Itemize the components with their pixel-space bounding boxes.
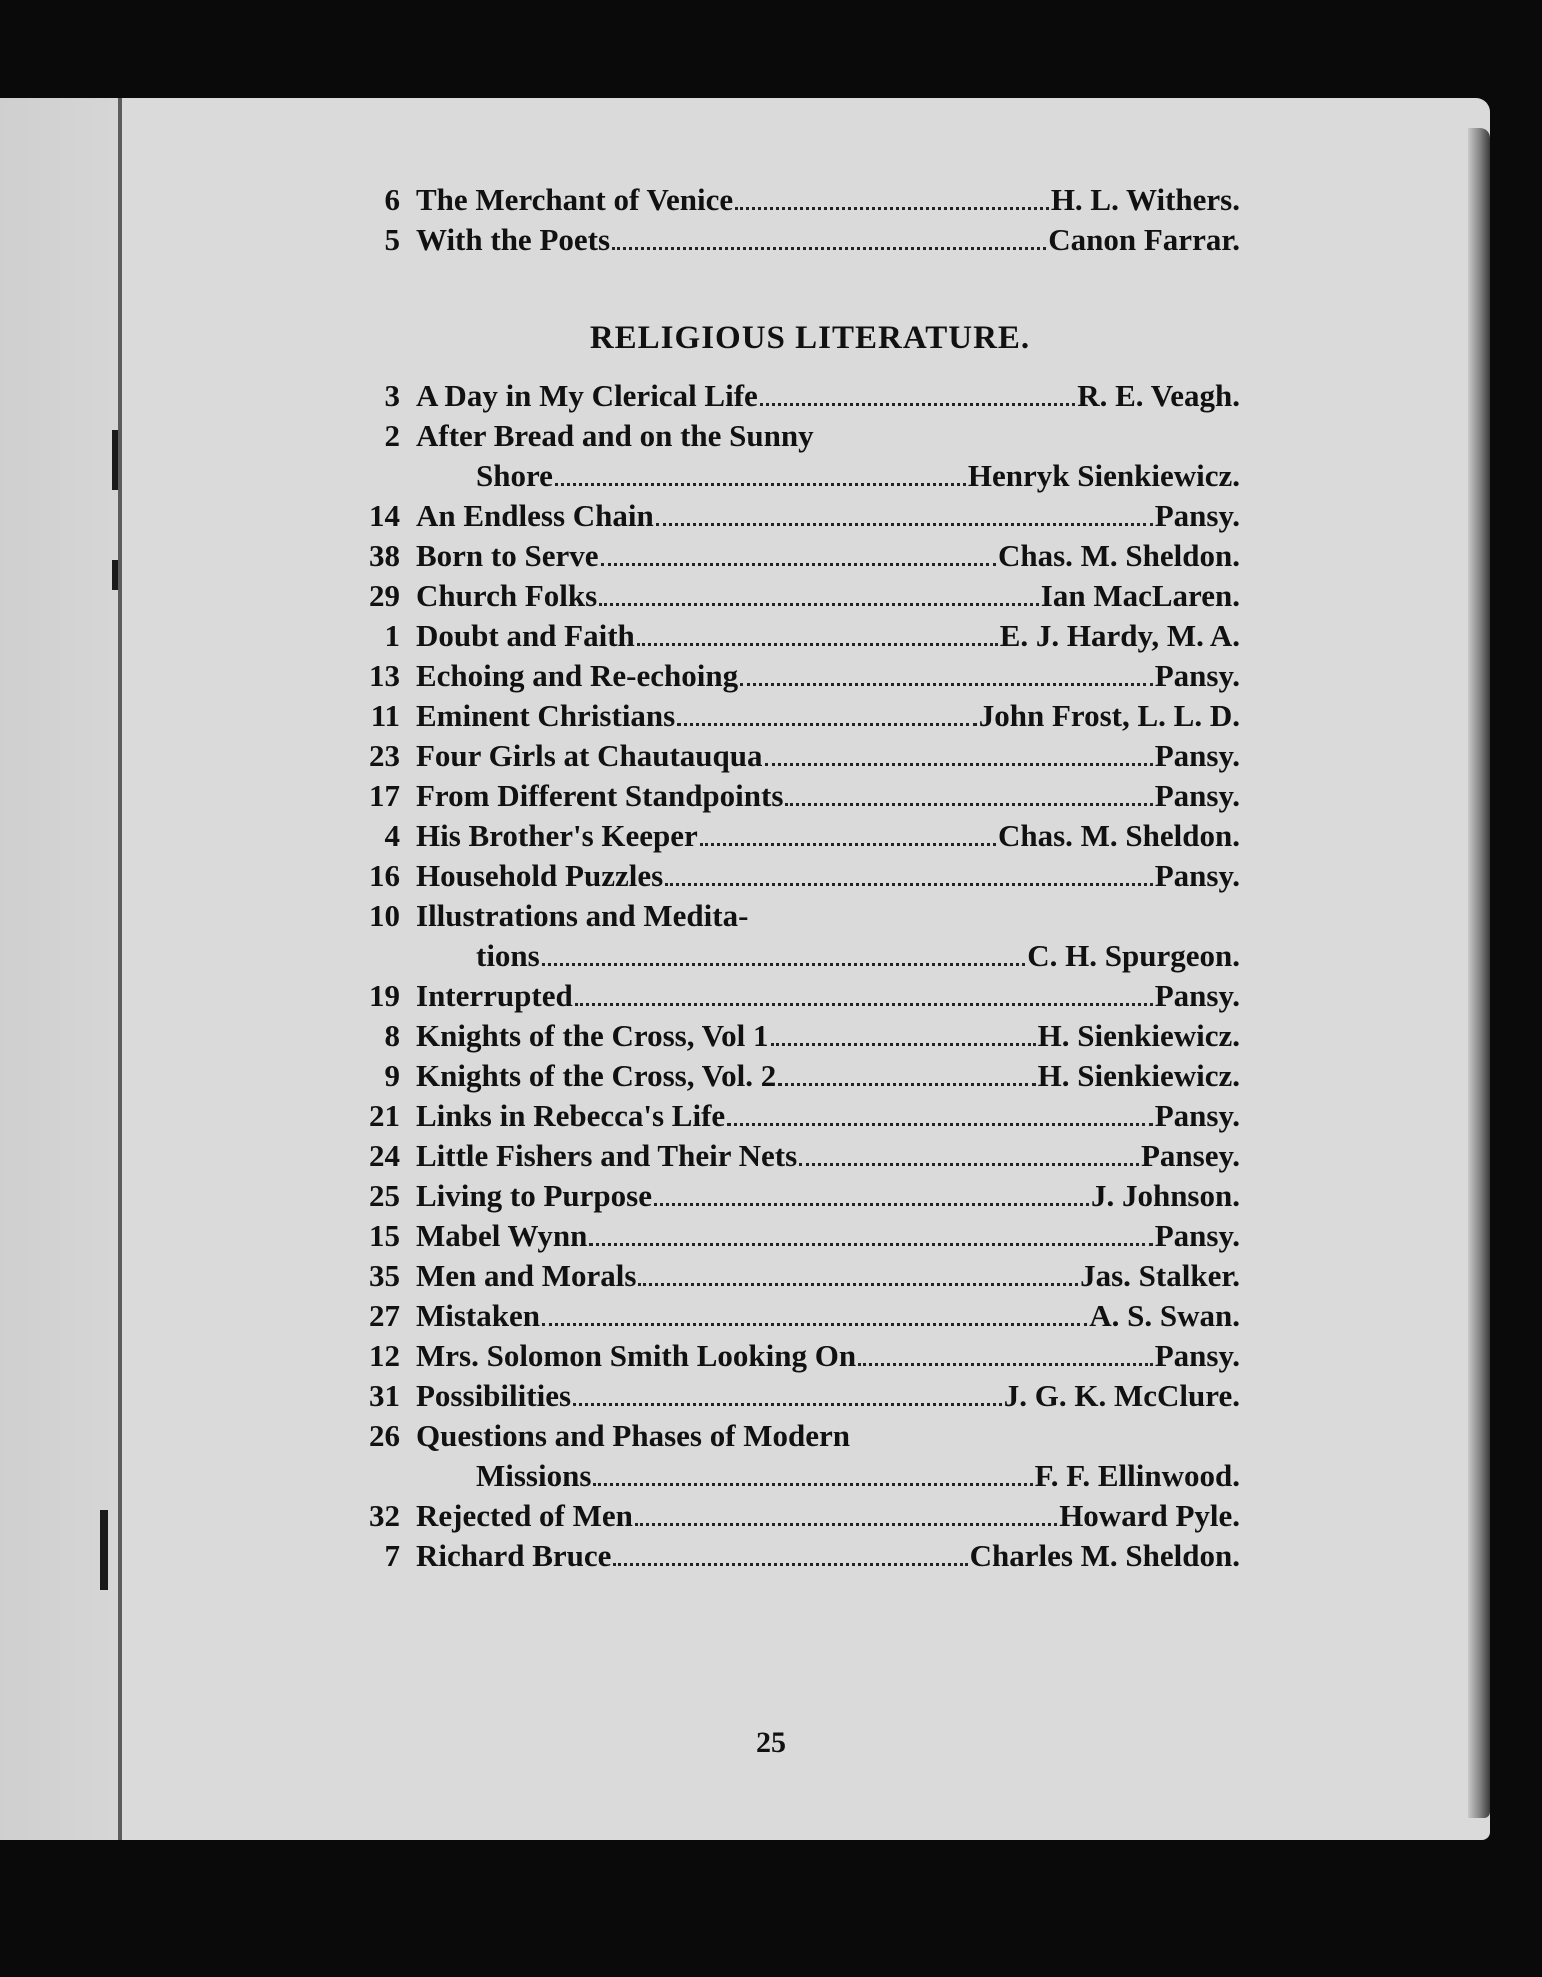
- entry-number: 9: [384, 1058, 400, 1093]
- entry-author: Ian MacLaren.: [1040, 578, 1240, 613]
- list-item: [340, 536, 1240, 576]
- entry-title: His Brother's Keeper: [416, 818, 698, 853]
- list-item: [340, 220, 1240, 260]
- entry-author: John Frost, L. L. D.: [978, 698, 1240, 733]
- entry-title: Doubt and Faith: [416, 618, 635, 653]
- dot-leader: [612, 247, 1046, 250]
- top-entries: [340, 180, 1240, 260]
- list-item: [340, 656, 1240, 696]
- entry-author: Jas. Stalker.: [1080, 1258, 1240, 1293]
- entry-title: Rejected of Men: [416, 1498, 633, 1533]
- list-item: [340, 816, 1240, 856]
- entry-number: 8: [384, 1018, 400, 1053]
- binding-mark: [112, 430, 118, 490]
- entry-title: Living to Purpose: [416, 1178, 652, 1213]
- binding-mark: [112, 560, 118, 590]
- entry-author: R. E. Veagh.: [1077, 378, 1240, 413]
- entry-author: Pansy.: [1154, 658, 1240, 693]
- dot-leader: [765, 763, 1153, 766]
- list-item: [340, 376, 1240, 416]
- entry-title: Knights of the Cross, Vol. 2: [416, 1058, 777, 1093]
- dot-leader: [573, 1403, 1002, 1406]
- entry-number: 38: [369, 538, 400, 573]
- entry-title-continuation: tions: [476, 938, 540, 973]
- entry-number: 26: [369, 1418, 400, 1453]
- list-item-continuation: [340, 1456, 1240, 1496]
- list-item: [340, 1176, 1240, 1216]
- entry-number: 12: [369, 1338, 400, 1373]
- religious-literature-entries: [340, 376, 1240, 1576]
- dot-leader: [599, 603, 1039, 606]
- entry-title: Links in Rebecca's Life: [416, 1098, 726, 1133]
- list-item: [340, 1376, 1240, 1416]
- dot-leader: [635, 1523, 1057, 1526]
- dot-leader: [542, 963, 1026, 966]
- list-item: [340, 576, 1240, 616]
- entry-author: Chas. M. Sheldon.: [997, 818, 1240, 853]
- entry-title: An Endless Chain: [416, 498, 654, 533]
- entry-number: 32: [369, 1498, 400, 1533]
- dot-leader: [778, 1083, 1035, 1086]
- entry-author: H. Sienkiewicz.: [1037, 1018, 1240, 1053]
- entry-title: After Bread and on the Sunny: [416, 418, 814, 453]
- entry-number: 11: [370, 698, 400, 733]
- list-item: [340, 696, 1240, 736]
- list-item: [340, 1256, 1240, 1296]
- list-item: [340, 416, 1240, 456]
- entry-number: 4: [384, 818, 400, 853]
- list-item: [340, 1056, 1240, 1096]
- entry-number: 16: [369, 858, 400, 893]
- entry-title: Possibilities: [416, 1378, 572, 1413]
- entry-author: Pansy.: [1154, 778, 1240, 813]
- entry-title: Illustrations and Medita-: [416, 898, 749, 933]
- list-item: [340, 1536, 1240, 1576]
- entry-author: Canon Farrar.: [1048, 222, 1240, 257]
- list-item: [340, 1496, 1240, 1536]
- dot-leader: [638, 1283, 1078, 1286]
- entry-title-continuation: Shore: [476, 458, 553, 493]
- entry-number: 1: [384, 618, 400, 653]
- entry-author: F. F. Ellinwood.: [1034, 1458, 1240, 1493]
- list-item: [340, 496, 1240, 536]
- entry-number: 15: [369, 1218, 400, 1253]
- entry-number: 2: [384, 418, 400, 453]
- entry-title: Interrupted: [416, 978, 573, 1013]
- list-item: [340, 776, 1240, 816]
- entry-title: A Day in My Clerical Life: [416, 378, 758, 413]
- dot-leader: [700, 843, 996, 846]
- dot-leader: [575, 1003, 1153, 1006]
- dot-leader: [771, 1043, 1036, 1046]
- entry-number: 14: [369, 498, 400, 533]
- entry-title: Questions and Phases of Modern: [416, 1418, 851, 1453]
- list-item: [340, 616, 1240, 656]
- dot-leader: [542, 1323, 1087, 1326]
- entry-number: 27: [369, 1298, 400, 1333]
- list-item: [340, 1136, 1240, 1176]
- book-list: [340, 180, 1240, 1576]
- dot-leader: [555, 483, 966, 486]
- entry-title: From Different Standpoints: [416, 778, 784, 813]
- list-item: [340, 1296, 1240, 1336]
- list-item: [340, 1216, 1240, 1256]
- entry-author: Charles M. Sheldon.: [969, 1538, 1240, 1573]
- entry-author: Pansey.: [1140, 1138, 1240, 1173]
- entry-number: 3: [384, 378, 400, 413]
- list-item-continuation: [340, 936, 1240, 976]
- dot-leader: [637, 643, 998, 646]
- entry-author: J. G. K. McClure.: [1003, 1378, 1240, 1413]
- entry-number: 31: [369, 1378, 400, 1413]
- list-item: [340, 896, 1240, 936]
- entry-author: Pansy.: [1154, 738, 1240, 773]
- dot-leader: [589, 1243, 1152, 1246]
- entry-number: 5: [384, 222, 400, 257]
- entry-author: Pansy.: [1154, 978, 1240, 1013]
- entry-title: Mrs. Solomon Smith Looking On: [416, 1338, 857, 1373]
- entry-author: Pansy.: [1154, 1218, 1240, 1253]
- dot-leader: [656, 523, 1153, 526]
- entry-author: E. J. Hardy, M. A.: [999, 618, 1240, 653]
- list-item: [340, 1096, 1240, 1136]
- entry-number: 13: [369, 658, 400, 693]
- entry-title: Mistaken: [416, 1298, 540, 1333]
- entry-title: With the Poets: [416, 222, 611, 257]
- list-item: [340, 1336, 1240, 1376]
- entry-number: 23: [369, 738, 400, 773]
- entry-title: The Merchant of Venice: [416, 182, 734, 217]
- entry-title: Mabel Wynn: [416, 1218, 588, 1253]
- entry-number: 10: [369, 898, 400, 933]
- entry-title: Household Puzzles: [416, 858, 664, 893]
- list-item: [340, 856, 1240, 896]
- entry-number: 7: [384, 1538, 400, 1573]
- entry-number: 24: [369, 1138, 400, 1173]
- entry-author: J. Johnson.: [1090, 1178, 1240, 1213]
- entry-title: Knights of the Cross, Vol 1: [416, 1018, 769, 1053]
- dot-leader: [613, 1563, 967, 1566]
- entry-title: Men and Morals: [416, 1258, 637, 1293]
- entry-number: 19: [369, 978, 400, 1013]
- entry-number: 17: [369, 778, 400, 813]
- entry-author: Pansy.: [1154, 1338, 1240, 1373]
- list-item: [340, 976, 1240, 1016]
- entry-title: Little Fishers and Their Nets: [416, 1138, 798, 1173]
- entry-title: Born to Serve: [416, 538, 599, 573]
- dot-leader: [799, 1163, 1139, 1166]
- dot-leader: [785, 803, 1152, 806]
- list-item: [340, 1416, 1240, 1456]
- entry-author: Chas. M. Sheldon.: [997, 538, 1240, 573]
- list-item-continuation: [340, 456, 1240, 496]
- entry-author: Henryk Sienkiewicz.: [967, 458, 1240, 493]
- binding-mark: [100, 1510, 108, 1590]
- section-heading: RELIGIOUS LITERATURE.: [589, 320, 1031, 356]
- entry-number: 35: [369, 1258, 400, 1293]
- entry-number: 29: [369, 578, 400, 613]
- entry-author: Howard Pyle.: [1059, 1498, 1240, 1533]
- dot-leader: [760, 403, 1075, 406]
- dot-leader: [665, 883, 1153, 886]
- entry-author: C. H. Spurgeon.: [1027, 938, 1240, 973]
- entry-title: Eminent Christians: [416, 698, 676, 733]
- entry-number: 21: [369, 1098, 400, 1133]
- entry-title: Four Girls at Chautauqua: [416, 738, 763, 773]
- list-item: [340, 180, 1240, 220]
- dot-leader: [677, 723, 977, 726]
- list-item: [340, 1016, 1240, 1056]
- page-binding-line: [118, 98, 122, 1840]
- entry-author: Pansy.: [1154, 1098, 1240, 1133]
- dot-leader: [858, 1363, 1153, 1366]
- entry-title: Echoing and Re-echoing: [416, 658, 739, 693]
- entry-title-continuation: Missions: [476, 1458, 592, 1493]
- dot-leader: [654, 1203, 1089, 1206]
- entry-author: Pansy.: [1154, 858, 1240, 893]
- page-number: 25: [756, 1726, 786, 1759]
- entry-author: A. S. Swan.: [1089, 1298, 1240, 1333]
- list-item: [340, 736, 1240, 776]
- dot-leader: [740, 683, 1153, 686]
- page-edge-shadow: [1468, 128, 1490, 1818]
- entry-title: Richard Bruce: [416, 1538, 612, 1573]
- entry-title: Church Folks: [416, 578, 598, 613]
- dot-leader: [593, 1483, 1032, 1486]
- entry-author: H. L. Withers.: [1050, 182, 1240, 217]
- entry-author: H. Sienkiewicz.: [1037, 1058, 1240, 1093]
- dot-leader: [727, 1123, 1153, 1126]
- entry-number: 6: [384, 182, 400, 217]
- entry-author: Pansy.: [1154, 498, 1240, 533]
- entry-number: 25: [369, 1178, 400, 1213]
- dot-leader: [601, 563, 996, 566]
- dot-leader: [735, 207, 1049, 210]
